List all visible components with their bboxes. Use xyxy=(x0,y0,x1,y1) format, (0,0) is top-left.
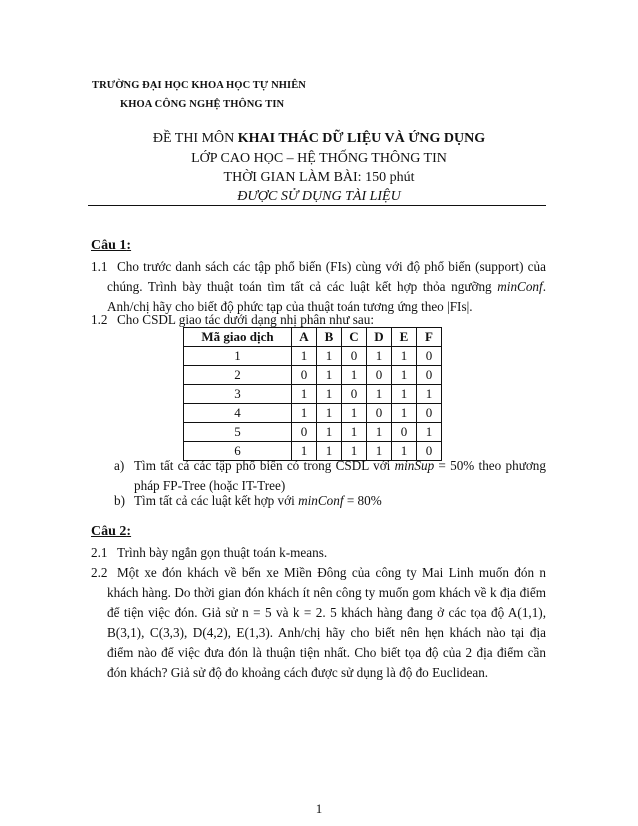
column-header: C xyxy=(342,328,367,347)
exam-subject: KHAI THÁC DỮ LIỆU VÀ ỨNG DỤNG xyxy=(237,131,486,146)
page-number: 1 xyxy=(315,801,323,816)
question-2-colon: : xyxy=(126,524,132,539)
question-2-1 xyxy=(91,543,546,563)
table-cell: 0 xyxy=(392,423,417,442)
item-number-1-2: 1.2 xyxy=(91,312,108,327)
table-cell: 0 xyxy=(292,423,317,442)
table-cell: 0 xyxy=(292,366,317,385)
exam-class: LỚP CAO HỌC – HỆ THỐNG THÔNG TIN xyxy=(191,151,447,166)
table-cell: 1 xyxy=(342,423,367,442)
column-header: A xyxy=(292,328,317,347)
table-cell: 1 xyxy=(317,423,342,442)
table-cell: 3 xyxy=(184,385,292,404)
university-name: TRƯỜNG ĐẠI HỌC KHOA HỌC TỰ NHIÊN xyxy=(92,80,306,91)
question-2-label: Câu 2 xyxy=(91,524,127,539)
table-cell: 1 xyxy=(342,442,367,461)
table-cell: 1 xyxy=(292,442,317,461)
question-2-heading xyxy=(91,524,131,540)
table-cell: 1 xyxy=(367,423,392,442)
question-1-colon: : xyxy=(126,238,132,253)
table-cell: 0 xyxy=(417,404,442,423)
table-cell: 1 xyxy=(317,347,342,366)
table-cell: 1 xyxy=(184,347,292,366)
table-cell: 0 xyxy=(342,385,367,404)
table-cell: 0 xyxy=(417,347,442,366)
table-cell: 1 xyxy=(292,404,317,423)
sub-item-marker-b: b) xyxy=(114,493,125,508)
table-cell: 0 xyxy=(367,404,392,423)
table-row xyxy=(184,423,442,442)
table-cell: 1 xyxy=(392,442,417,461)
question-1-1-part-a: Cho trước danh sách các tập phổ biến (FIs) cùng với độ phổ biến (support) của chúng. Trình bày thuật toán tìm tất cả các luật kết hợp thỏa ngưỡng xyxy=(107,259,546,294)
table-cell: 1 xyxy=(367,347,392,366)
question-1-2-a xyxy=(114,456,546,496)
table-cell: 1 xyxy=(392,385,417,404)
table-cell: 1 xyxy=(342,366,367,385)
table-cell: 5 xyxy=(184,423,292,442)
table-cell: 0 xyxy=(342,347,367,366)
question-1-2-text: Cho CSDL giao tác dưới dạng nhị phân như sau: xyxy=(117,312,375,327)
table-cell: 0 xyxy=(417,442,442,461)
question-2-2 xyxy=(91,563,546,683)
table-cell: 0 xyxy=(417,366,442,385)
table-cell: 4 xyxy=(184,404,292,423)
exam-title xyxy=(0,131,638,147)
question-2-1-text: Trình bày ngắn gọn thuật toán k-means. xyxy=(117,545,328,560)
table-cell: 0 xyxy=(367,366,392,385)
table-cell: 1 xyxy=(417,423,442,442)
table-cell: 1 xyxy=(292,347,317,366)
question-1-1-text xyxy=(91,257,546,317)
table-cell: 1 xyxy=(367,442,392,461)
table-cell: 1 xyxy=(392,347,417,366)
table-cell: 6 xyxy=(184,442,292,461)
item-number-2-2: 2.2 xyxy=(91,565,108,580)
title-divider xyxy=(88,205,546,206)
minsup-term: minSup xyxy=(394,458,435,473)
table-row xyxy=(184,347,442,366)
minconf-term: minConf xyxy=(497,279,543,294)
item-number-2-1: 2.1 xyxy=(91,545,108,560)
faculty-name: KHOA CÔNG NGHỆ THÔNG TIN xyxy=(120,99,285,110)
table-cell: 1 xyxy=(292,385,317,404)
question-1-2-b-text xyxy=(134,491,546,511)
sub-item-marker-a: a) xyxy=(114,458,125,473)
table-row xyxy=(184,385,442,404)
transaction-table xyxy=(183,327,442,461)
exam-time: THỜI GIAN LÀM BÀI: 150 phút xyxy=(223,170,415,185)
table-row xyxy=(184,366,442,385)
exam-title-prefix: ĐỀ THI MÔN xyxy=(152,131,238,146)
table-row xyxy=(184,404,442,423)
column-header: Mã giao dịch xyxy=(184,328,292,347)
question-1-2-a-text xyxy=(134,456,546,496)
table-cell: 1 xyxy=(317,404,342,423)
table-cell: 1 xyxy=(342,404,367,423)
table-cell: 1 xyxy=(367,385,392,404)
question-1-2-b-part-1: Tìm tất cả các luật kết hợp với xyxy=(134,493,299,508)
table-cell: 1 xyxy=(392,366,417,385)
question-2-2-text xyxy=(91,563,546,683)
question-1-1 xyxy=(91,257,546,317)
table-cell: 1 xyxy=(317,442,342,461)
question-1-2-b-part-2: = 80% xyxy=(343,493,382,508)
column-header: D xyxy=(367,328,392,347)
table-header-row xyxy=(184,328,442,347)
table-cell: 1 xyxy=(392,404,417,423)
question-1-2-b xyxy=(114,491,546,511)
column-header: B xyxy=(317,328,342,347)
question-1-heading xyxy=(91,238,131,254)
exam-note: ĐƯỢC SỬ DỤNG TÀI LIỆU xyxy=(237,189,401,204)
item-number-1-1: 1.1 xyxy=(91,259,108,274)
column-header: F xyxy=(417,328,442,347)
table-cell: 1 xyxy=(317,366,342,385)
column-header: E xyxy=(392,328,417,347)
question-1-2-a-part-1: Tìm tất cả các tập phổ biến có trong CSDL với xyxy=(134,458,395,473)
question-1-2-a-part-2: = 50% theo phương pháp FP-Tree (hoặc IT-Tree) xyxy=(134,458,546,493)
question-1-1-part-b: . Anh/chị hãy cho biết độ phức tạp của thuật toán tương ứng theo |FIs|. xyxy=(107,279,546,314)
table-cell: 1 xyxy=(417,385,442,404)
question-1-label: Câu 1 xyxy=(91,238,127,253)
table-cell: 2 xyxy=(184,366,292,385)
minconf-term: minConf xyxy=(298,493,344,508)
table-cell: 1 xyxy=(317,385,342,404)
question-2-2-body: Một xe đón khách về bến xe Miền Đông của công ty Mai Linh muốn đón n khách hàng. Do thời gian đón khách ít nên công ty muốn gom khách về k địa điểm để tiện việc đón. Giả sử n = 5 và k = 2. 5 khách hàng đang ở các tọa độ A(1,1), B(3,1), C(3,3), D(4,2), E(1,3). Anh/chị hãy cho biết nên hẹn khách nào tại địa điểm nào để việc đưa đón là thuận tiện nhất. Cho biết tọa độ của 2 địa điểm cần đón khách? Giả sử độ đo khoảng cách được sử dụng là độ đo Euclidean. xyxy=(107,565,546,680)
